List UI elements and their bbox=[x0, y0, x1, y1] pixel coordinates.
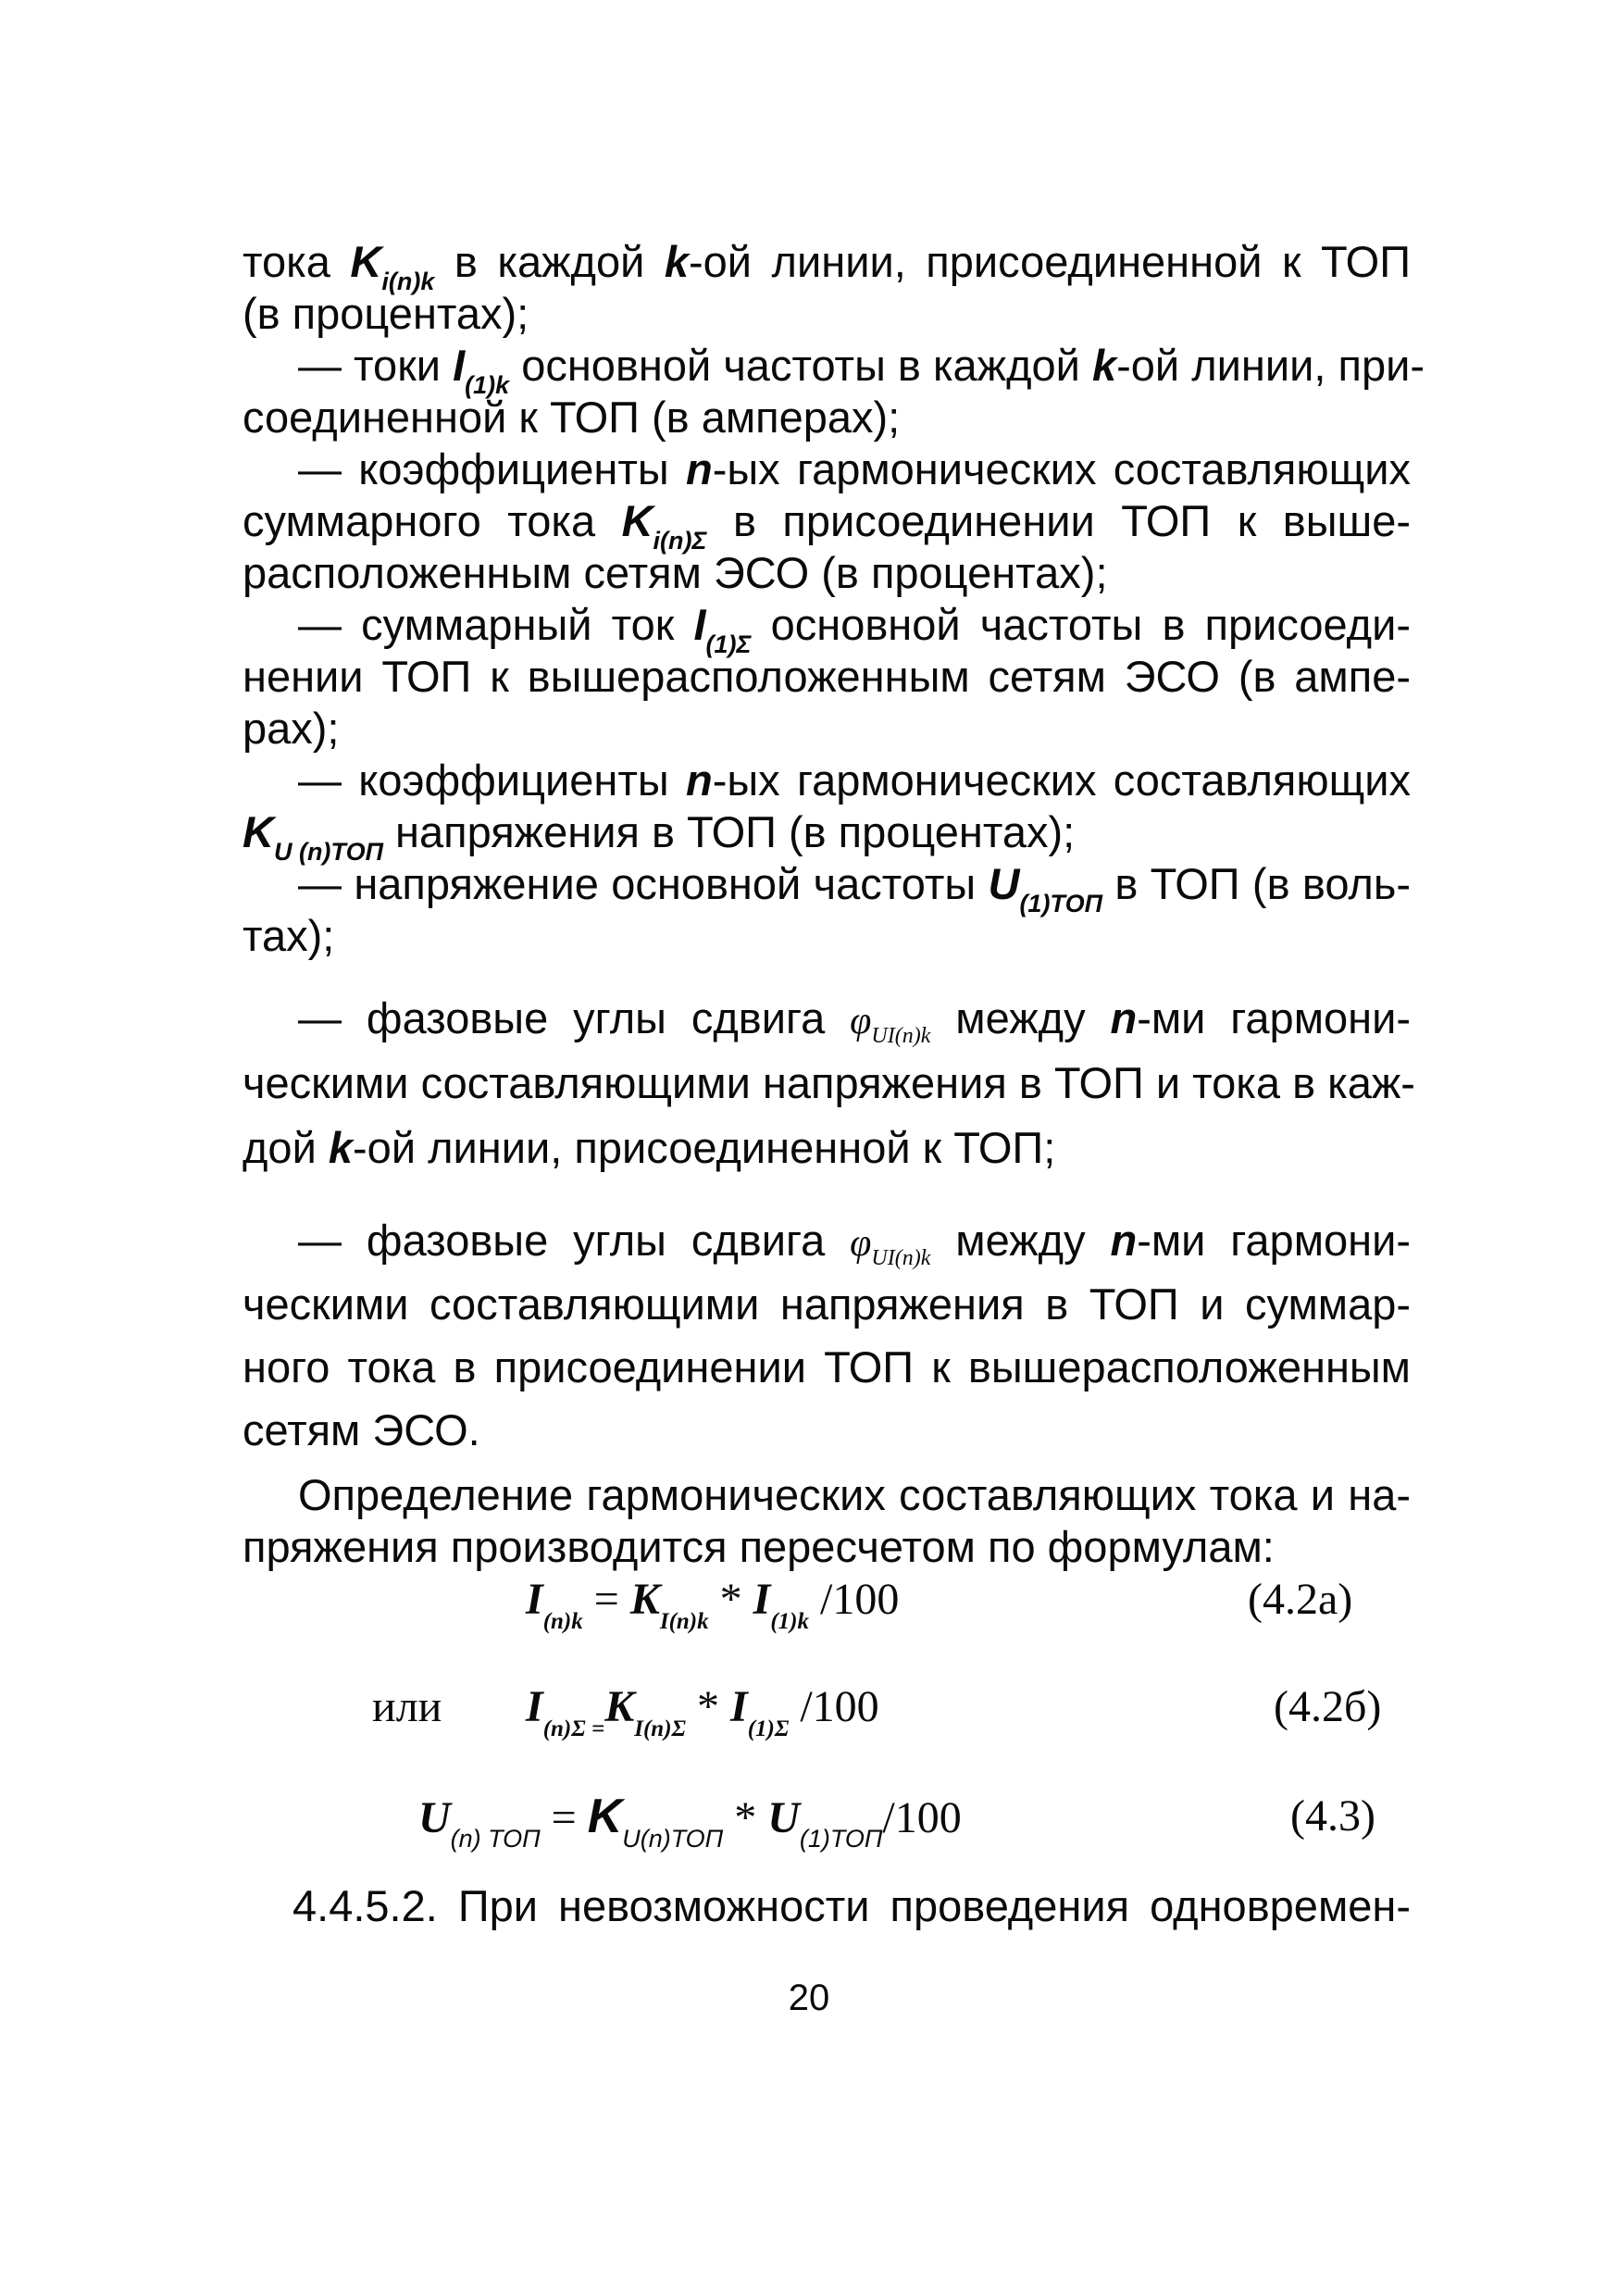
text-line-10: рах); bbox=[243, 704, 340, 753]
text-line-1: тока $K_{i(n)k}$ в каждой k-ой линии, присоединенной к ТОП bbox=[243, 237, 1411, 295]
text-line-12: $K_{U (n)ТОП}$ напряжения в ТОП (в процентах); bbox=[243, 807, 1076, 866]
formula-4-3: $U_{(n) ТОП} = K_{U(n)ТОП} * U_{(1)ТОП}/100$ bbox=[418, 1790, 962, 1853]
text-line-3: — токи $I_{(1)k}$ основной частоты в каждой k-ой линии, при- bbox=[298, 341, 1425, 399]
text-line-22: Определение гармонических составляющих тока и на- bbox=[298, 1470, 1411, 1519]
text-line-24: 4.4.5.2. При невозможности проведения одновремен- bbox=[292, 1881, 1411, 1930]
text-line-13: — напряжение основной частоты $U_{(1)ТОП}$ в ТОП (в воль- bbox=[298, 859, 1411, 917]
text-line-15: — фазовые углы сдвига $\varphi_{UI(n)k}$ между n-ми гармони- bbox=[298, 993, 1412, 1048]
formula-4-2b: $I_{(n)\Sigma =}K_{I(n)\Sigma} * I_{(1)\Sigma}$ /100 bbox=[526, 1682, 879, 1741]
equation-number-4-2a: (4.2а) bbox=[1248, 1575, 1353, 1624]
text-line-11: — коэффициенты n-ых гармонических составляющих bbox=[298, 755, 1411, 805]
text-line-19: ческими составляющими напряжения в ТОП и суммар- bbox=[243, 1279, 1411, 1329]
text-line-6: суммарного тока $K_{i(n)\Sigma}$ в присоединении ТОП к выше- bbox=[243, 496, 1412, 555]
text-line-16: ческими составляющими напряжения в ТОП и тока в каж- bbox=[243, 1058, 1415, 1107]
text-line-17: дой k-ой линии, присоединенной к ТОП; bbox=[243, 1123, 1056, 1172]
text-line-21: сетям ЭСО. bbox=[243, 1405, 480, 1454]
formula-or-label: или bbox=[372, 1682, 442, 1731]
text-line-14: тах); bbox=[243, 911, 335, 960]
text-line-8: — суммарный ток $I_{(1)\Sigma}$ основной частоты в присоеди- bbox=[298, 600, 1411, 658]
equation-number-4-3: (4.3) bbox=[1290, 1791, 1375, 1841]
text-line-4: соединенной к ТОП (в амперах); bbox=[243, 393, 901, 442]
text-line-23: пряжения производится пересчетом по формулам: bbox=[243, 1522, 1275, 1571]
text-line-5: — коэффициенты n-ых гармонических составляющих bbox=[298, 444, 1411, 493]
text-line-7: расположенным сетям ЭСО (в процентах); bbox=[243, 548, 1108, 597]
page-number: 20 bbox=[788, 1978, 830, 2018]
text-line-2: (в процентах); bbox=[243, 289, 529, 338]
formula-4-2a: $I_{(n)k} = K_{I(n)k} * I_{(1)k}$ /100 bbox=[526, 1575, 900, 1634]
text-line-18: — фазовые углы сдвига $\varphi_{UI(n)k}$ между n-ми гармони- bbox=[298, 1216, 1412, 1270]
text-line-9: нении ТОП к вышерасположенным сетям ЭСО (в ампе- bbox=[243, 652, 1411, 701]
equation-number-4-2b: (4.2б) bbox=[1274, 1682, 1382, 1731]
text-line-20: ного тока в присоединении ТОП к вышерасположенным bbox=[243, 1342, 1411, 1391]
